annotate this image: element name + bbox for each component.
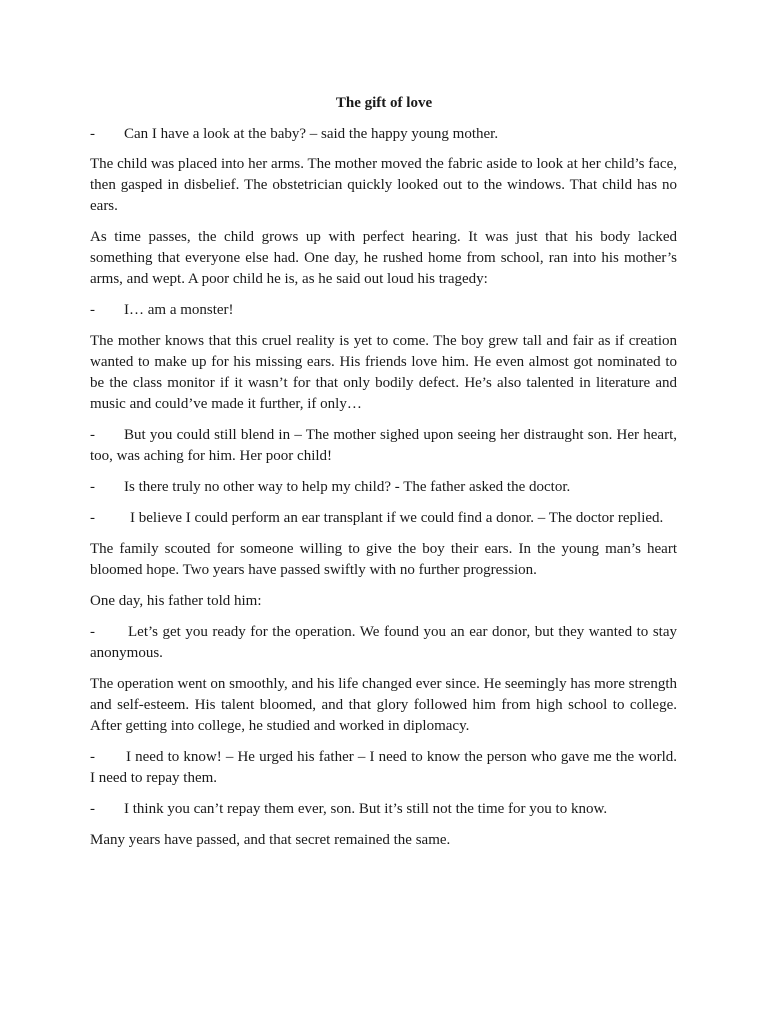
dialogue-dash: - (90, 427, 95, 443)
dialogue-line (90, 799, 677, 820)
paragraph: Many years have passed, and that secret remained the same. (90, 832, 451, 848)
dialogue-text: But you could still blend in – The mother sighed upon seeing her distraught son. Her heart, too, was aching for him. Her poor child! (90, 427, 677, 464)
dialogue-dash: - (90, 302, 95, 318)
dialogue-line (90, 124, 677, 145)
dialogue-text: I need to know! – He urged his father – I need to know the person who gave me the world. I need to repay them. (90, 749, 677, 786)
dialogue-line (90, 425, 677, 467)
paragraph: As time passes, the child grows up with perfect hearing. It was just that his body lacked something that everyone else had. One day, he rushed home from school, ran into his mother’s arms, and wept. A poor child he is, as he said out loud his tragedy: (90, 229, 677, 287)
paragraph: The mother knows that this cruel reality is yet to come. The boy grew tall and fair as if creation wanted to make up for his missing ears. His friends love him. He even almost got nominated to be the class monitor if it wasn’t for that only bodily defect. He’s also talented in literature and music and could’ve made it further, if only… (90, 333, 677, 412)
paragraph: The family scouted for someone willing to give the boy their ears. In the young man’s heart bloomed hope. Two years have passed swiftly with no further progression. (90, 541, 677, 578)
dialogue-dash: - (90, 749, 95, 765)
dialogue-line (90, 508, 677, 529)
paragraph: The operation went on smoothly, and his life changed ever since. He seemingly has more strength and self-esteem. His talent bloomed, and that glory followed him from high school to college. After getting into college, he studied and worked in diplomacy. (90, 676, 677, 734)
document-title: The gift of love (335, 95, 433, 111)
dialogue-line (90, 300, 677, 321)
dialogue-text: I believe I could perform an ear transplant if we could find a donor. – The doctor replied. (130, 510, 664, 526)
dialogue-text: I think you can’t repay them ever, son. But it’s still not the time for you to know. (124, 801, 608, 817)
dialogue-dash: - (90, 479, 95, 495)
dialogue-dash: - (90, 126, 95, 142)
dialogue-line (90, 477, 677, 498)
paragraph: One day, his father told him: (90, 593, 262, 609)
document-body (90, 124, 677, 861)
paragraph: The child was placed into her arms. The mother moved the fabric aside to look at her child’s face, then gasped in disbelief. The obstetrician quickly looked out to the windows. That child has no ears. (90, 156, 677, 214)
dialogue-text: Is there truly no other way to help my child? - The father asked the doctor. (124, 479, 571, 495)
dialogue-line (90, 747, 677, 789)
dialogue-line (90, 622, 677, 664)
dialogue-text: Can I have a look at the baby? – said the happy young mother. (124, 126, 499, 142)
dialogue-dash: - (90, 624, 95, 640)
dialogue-text: Let’s get you ready for the operation. We found you an ear donor, but they wanted to stay anonymous. (90, 624, 677, 661)
dialogue-dash: - (90, 801, 95, 817)
dialogue-text: I… am a monster! (124, 302, 234, 318)
dialogue-dash: - (90, 510, 95, 526)
